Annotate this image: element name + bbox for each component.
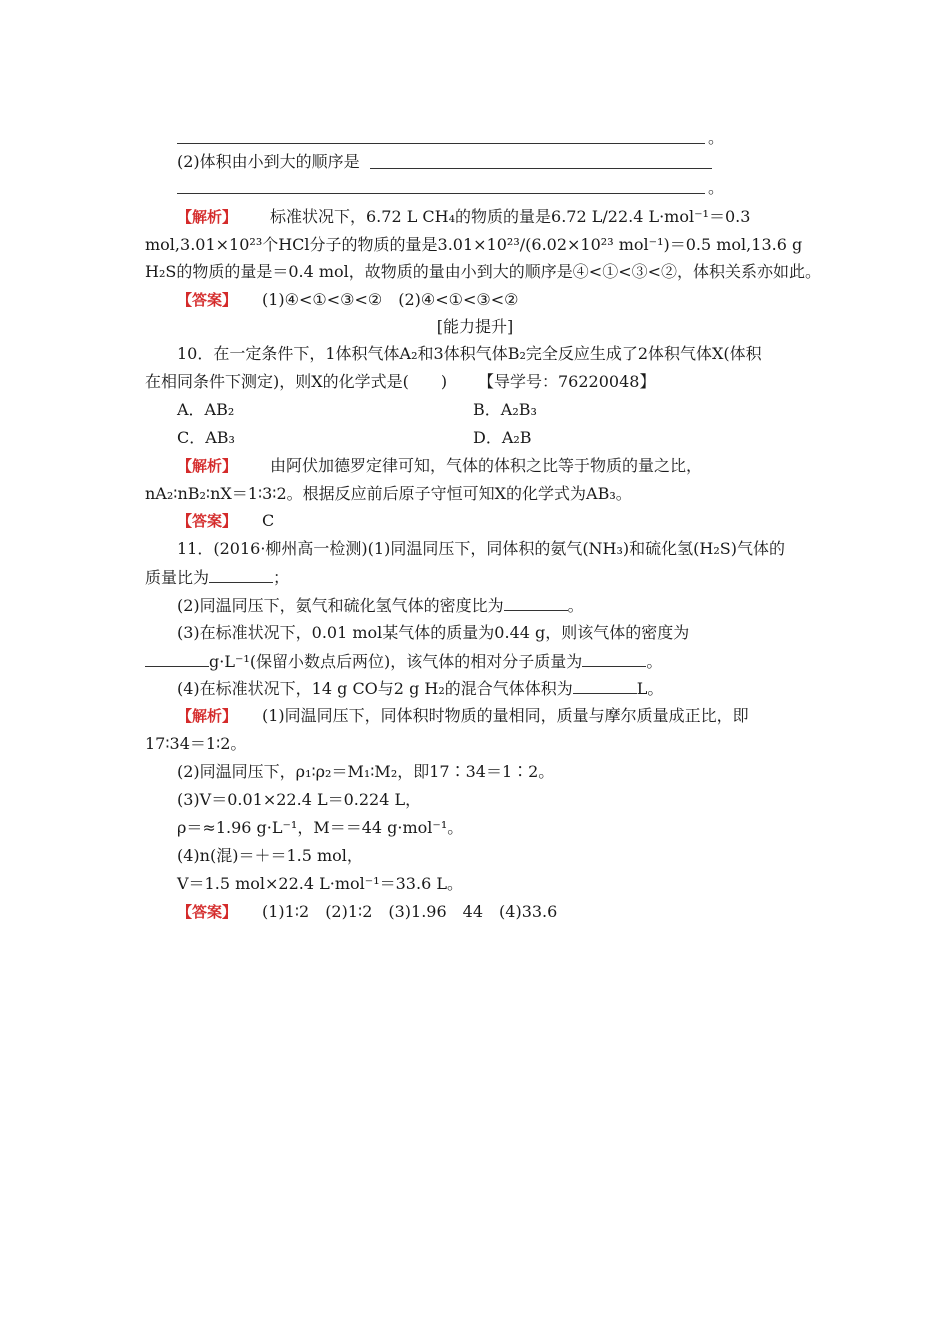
- answer-blank: [145, 651, 209, 667]
- analysis-text: (4)n(混)＝＋＝1.5 mol，: [177, 846, 363, 865]
- question-11-stem: 质量比为 ；: [145, 568, 290, 587]
- question-10-stem: 在相同条件下测定)，则X的化学式是( ): [145, 372, 448, 391]
- analysis-label: 【解析】: [177, 457, 238, 475]
- analysis-text: H₂S的物质的量是＝0.4 mol，故物质的量由小到大的顺序是④<①<③<②，体积关系亦如此。: [145, 262, 822, 281]
- analysis-text: mol,3.01×10²³个HCl分子的物质的量是3.01×10²³/(6.02×10²³ mol⁻¹)＝0.5 mol,13.6 g: [145, 235, 803, 254]
- analysis-text: 17∶34＝1∶2。: [145, 734, 247, 753]
- period-mark: 。: [708, 178, 725, 197]
- analysis-text: 由阿伏加德罗定律可知，气体的体积之比等于物质的量之比，: [270, 456, 703, 475]
- guide-number: 【导学号：76220048】: [478, 372, 656, 391]
- answer-label: 【答案】: [177, 512, 238, 530]
- answer-label: 【答案】: [177, 903, 238, 921]
- analysis-text: (1)同温同压下，同体积时物质的量相同，质量与摩尔质量成正比，即: [262, 706, 749, 725]
- answer-text: (1)④<①<③<② (2)④<①<③<②: [262, 290, 519, 309]
- question-11-part-3: (3)在标准状况下，0.01 mol某气体的质量为0.44 g，则该气体的密度为: [177, 623, 690, 642]
- answer-blank: [209, 567, 273, 583]
- question-11-part-4: (4)在标准状况下，14 g CO与2 g H₂的混合气体体积为 L。: [177, 679, 664, 698]
- answer-text: C: [262, 511, 275, 530]
- answer-blank: [504, 595, 568, 611]
- blank-line-2: [370, 168, 712, 169]
- analysis-label: 【解析】: [177, 707, 238, 725]
- answer-blank: [573, 678, 637, 694]
- blank-line-3: [177, 193, 705, 194]
- option-b: B．A₂B₃: [473, 400, 537, 419]
- question-11-part-2: (2)同温同压下，氨气和硫化氢气体的密度比为 。: [177, 596, 584, 615]
- analysis-text: ρ＝≈1.96 g·L⁻¹，M＝＝44 g·mol⁻¹。: [177, 818, 464, 837]
- analysis-text: nA₂∶nB₂∶nX＝1∶3∶2。根据反应前后原子守恒可知X的化学式为AB₃。: [145, 484, 632, 503]
- answer-label: 【答案】: [177, 291, 238, 309]
- analysis-text: (2)同温同压下，ρ₁∶ρ₂＝M₁∶M₂，即17∶34＝1∶2。: [177, 762, 555, 781]
- option-d: D．A₂B: [473, 428, 532, 447]
- period-mark: 。: [708, 128, 725, 147]
- analysis-label: 【解析】: [177, 208, 238, 226]
- question-9-part-2: (2)体积由小到大的顺序是: [177, 152, 360, 171]
- question-11-stem: 11．(2016·柳州高一检测)(1)同温同压下，同体积的氨气(NH₃)和硫化氢(H₂S)气体的: [177, 539, 785, 558]
- option-a: A．AB₂: [177, 400, 235, 419]
- analysis-text: (3)V＝0.01×22.4 L＝0.224 L，: [177, 790, 422, 809]
- option-c: C．AB₃: [177, 428, 235, 447]
- answer-text: (1)1∶2 (2)1∶2 (3)1.96 44 (4)33.6: [262, 902, 558, 921]
- question-10-stem: 10．在一定条件下，1体积气体A₂和3体积气体B₂完全反应生成了2体积气体X(体积: [177, 344, 762, 363]
- analysis-text: 标准状况下，6.72 L CH₄的物质的量是6.72 L/22.4 L·mol⁻¹＝0.3: [270, 207, 751, 226]
- question-11-part-3: g·L⁻¹(保留小数点后两位)，该气体的相对分子质量为 。: [145, 651, 662, 672]
- section-title: [能力提升]: [436, 317, 514, 336]
- analysis-text: V＝1.5 mol×22.4 L·mol⁻¹＝33.6 L。: [177, 874, 463, 893]
- blank-line-1: [177, 143, 705, 144]
- answer-blank: [582, 651, 646, 667]
